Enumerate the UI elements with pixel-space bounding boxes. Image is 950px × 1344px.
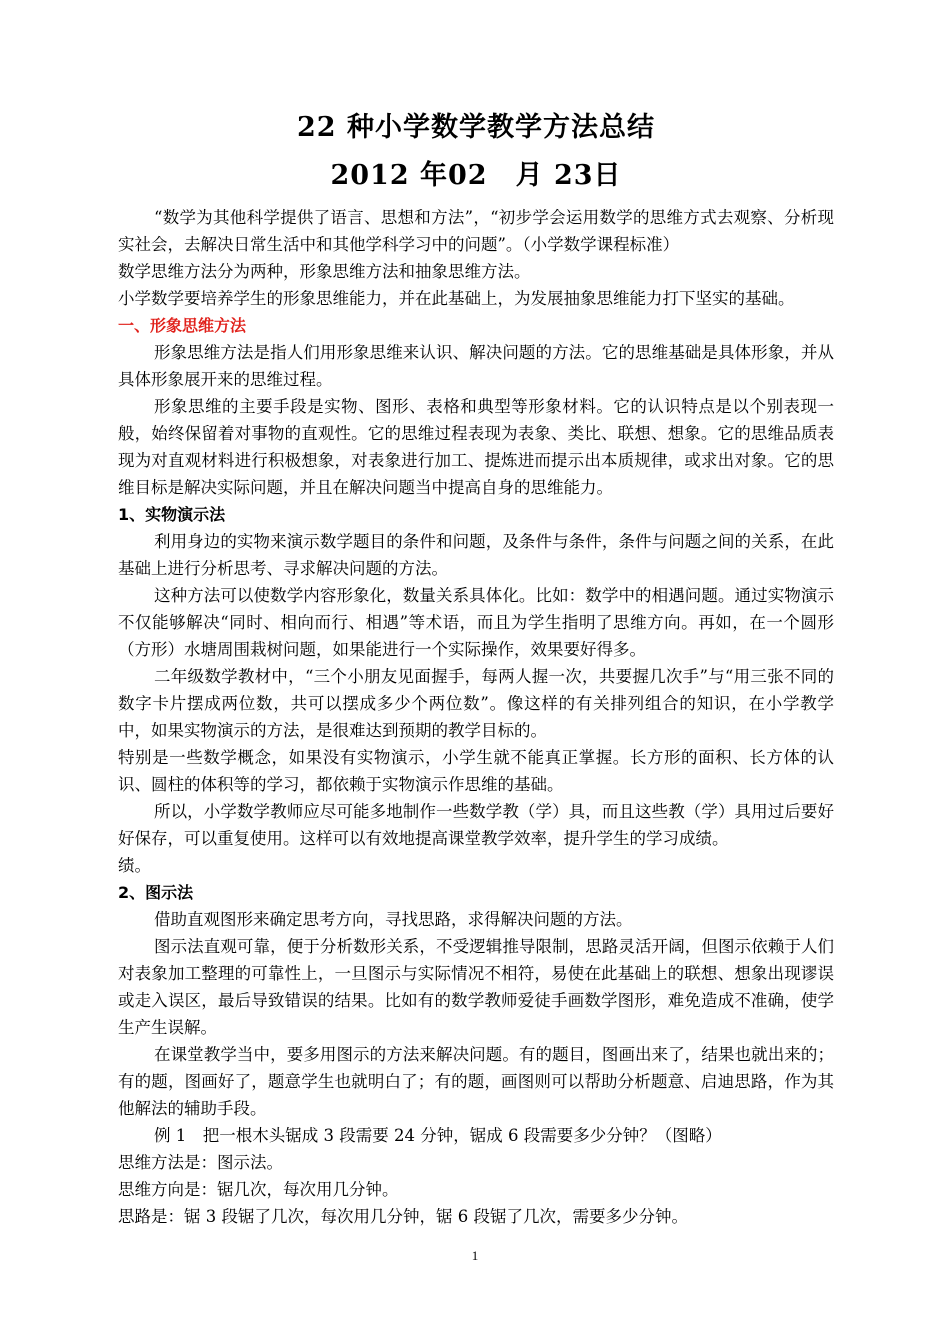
- paragraph-two-methods: 数学思维方法分为两种，形象思维方法和抽象思维方法。: [118, 262, 531, 281]
- paragraph-solution-idea: 思路是：锯 3 段锯了几次，每次用几分钟，锯 6 段锯了几次，需要多少分钟。: [118, 1207, 688, 1226]
- subheading-object-demo: 1、实物演示法: [118, 505, 226, 524]
- page-number: 1: [471, 1248, 479, 1263]
- paragraph-thinking-direction: 思维方向是：锯几次，每次用几分钟。: [118, 1180, 399, 1199]
- paragraph-concepts: 特别是一些数学概念，如果没有实物演示，小学生就不能真正掌握。长方形的面积、长方体的认识、圆柱的体积等的学习，都依赖于实物演示作思维的基础。: [118, 748, 834, 794]
- section-heading-visual-thinking: 一、形象思维方法: [118, 316, 247, 335]
- document-date: 2012 年02 月 23日: [330, 160, 622, 191]
- paragraph-visual-means: 形象思维的主要手段是实物、图形、表格和典型等形象材料。它的认识特点是以个别表现一般，始终保留着对事物的直观性。它的思维过程表现为表象、类比、联想、想象。它的思维品质表现为对直观材料进行积极想象，对表象进行加工、提炼进而提示出本质规律，或求出对象。它的思维目标是解决实际问题，并且在解决问题当中提高自身的思维能力。: [118, 397, 834, 497]
- subheading-diagram-method: 2、图示法: [118, 883, 194, 902]
- paragraph-stray-fragment: 绩。: [118, 856, 151, 875]
- paragraph-visual-definition: 形象思维方法是指人们用形象思维来认识、解决问题的方法。它的思维基础是具体形象，并从具体形象展开来的思维过程。: [118, 343, 834, 389]
- paragraph-diagram-classroom: 在课堂教学当中，要多用图示的方法来解决问题。有的题目，图画出来了，结果也就出来的；有的题，图画好了，题意学生也就明白了；有的题，画图则可以帮助分析题意、启迪思路，作为其他解法的辅助手段。: [118, 1045, 834, 1118]
- paragraph-object-demo-definition: 利用身边的实物来演示数学题目的条件和问题，及条件与条件，条件与问题之间的关系，在此基础上进行分析思考、寻求解决问题的方法。: [118, 532, 834, 578]
- paragraph-thinking-method: 思维方法是：图示法。: [118, 1153, 283, 1172]
- paragraph-grade-two-example: 二年级数学教材中，“三个小朋友见面握手，每两人握一次，共要握几次手”与“用三张不同的数字卡片摆成两位数，共可以摆成多少个两位数”。像这样的有关排列组合的知识，在小学教学中，如果实物演示的方法，是很难达到预期的教学目标的。: [118, 667, 834, 740]
- paragraph-teaching-aids: 所以，小学数学教师应尽可能多地制作一些数学教（学）具，而且这些教（学）具用过后要好好保存，可以重复使用。这样可以有效地提高课堂教学效率，提升学生的学习成绩。: [118, 802, 834, 848]
- document-title: 22 种小学数学教学方法总结: [297, 112, 655, 143]
- paragraph-diagram-definition: 借助直观图形来确定思考方向，寻找思路，求得解决问题的方法。: [154, 910, 633, 929]
- paragraph-object-demo-example: 这种方法可以使数学内容形象化，数量关系具体化。比如：数学中的相遇问题。通过实物演示不仅能够解决“同时、相向而行、相遇”等术语，而且为学生指明了思维方向。再如，在一个圆形（方形）水塘周围栽树问题，如果能进行一个实际操作，效果要好得多。: [118, 586, 834, 659]
- document-body: [118, 104, 834, 1230]
- paragraph-training-goal: 小学数学要培养学生的形象思维能力，并在此基础上，为发展抽象思维能力打下坚实的基础。: [118, 289, 795, 308]
- paragraph-intro-quote: “数学为其他科学提供了语言、思想和方法”，“初步学会运用数学的思维方式去观察、分析现实社会，去解决日常生活中和其他学科学习中的问题”。（小学数学课程标准）: [118, 208, 834, 254]
- paragraph-example-1: 例 1 把一根木头锯成 3 段需要 24 分钟，锯成 6 段需要多少分钟？（图略）: [154, 1126, 722, 1145]
- paragraph-diagram-pros-cons: 图示法直观可靠，便于分析数形关系，不受逻辑推导限制，思路灵活开阔，但图示依赖于人们对表象加工整理的可靠性上，一旦图示与实际情况不相符，易使在此基础上的联想、想象出现谬误或走入误区，最后导致错误的结果。比如有的数学教师爱徒手画数学图形，难免造成不准确，使学生产生误解。: [118, 937, 834, 1037]
